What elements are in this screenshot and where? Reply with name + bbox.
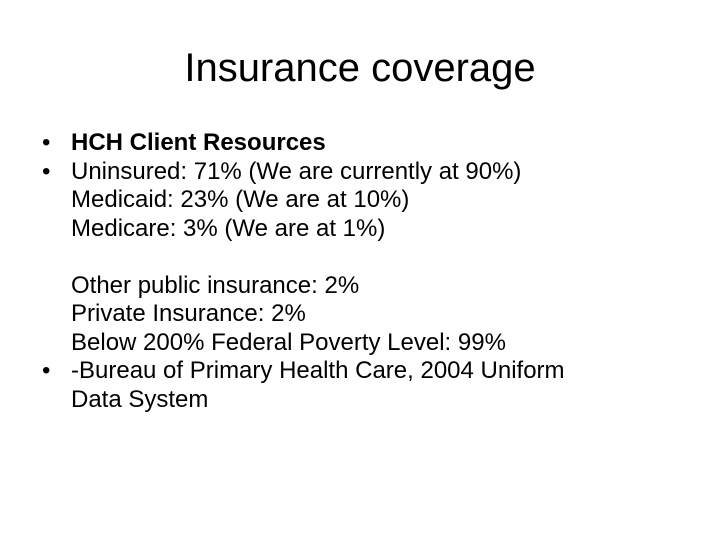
bullet-text: -Bureau of Primary Health Care, 2004 Uniform [71, 357, 565, 384]
bullet-icon: • [42, 357, 51, 384]
bullet-text: Medicaid: 23% (We are at 10%) [71, 186, 410, 213]
bullet-continuation [42, 215, 692, 244]
bullet-text: Data System [71, 385, 209, 413]
bullet-item-source [42, 357, 692, 386]
bullet-text: Uninsured: 71% (We are currently at 90%) [71, 157, 522, 185]
bullet-continuation [42, 186, 692, 215]
slide-title: Insurance coverage [184, 46, 536, 90]
bullet-continuation [42, 329, 692, 358]
bullet-text: Private Insurance: 2% [71, 300, 306, 327]
bullet-continuation [42, 272, 692, 301]
blank-line [42, 243, 692, 272]
bullet-text: Below 200% Federal Poverty Level: 99% [71, 328, 506, 356]
bullet-icon: • [42, 157, 51, 185]
bullet-icon: • [42, 129, 51, 156]
slide-body [42, 129, 692, 414]
bullet-text: Other public insurance: 2% [71, 271, 360, 299]
bullet-item-hch-client-resources [42, 129, 692, 158]
bullet-item-uninsured [42, 158, 692, 187]
bullet-text: HCH Client Resources [71, 129, 326, 156]
bullet-continuation [42, 386, 692, 415]
bullet-text: Medicare: 3% (We are at 1%) [71, 214, 386, 242]
bullet-continuation [42, 300, 692, 329]
